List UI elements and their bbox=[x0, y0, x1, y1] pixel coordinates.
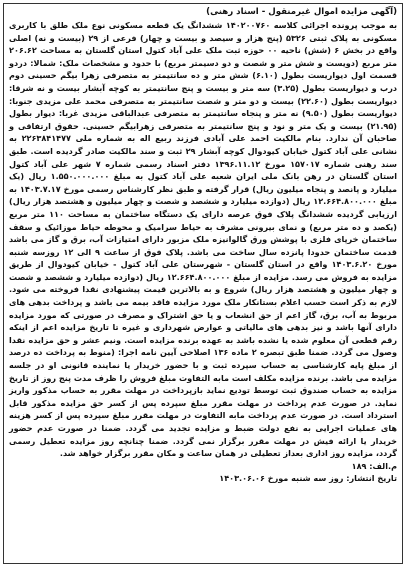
notice-title: (آگهی مزایده اموال غیرمنقول - اسناد رهنی) bbox=[206, 7, 397, 17]
notice-body: به موجب پرونده اجرائی کلاسه ۱۴۰۲۰۰۷۶۰ ششدانگ یک قطعه مسکونی نوع ملک طلق با کاربری مسکونی به پلاک ثبتی ۵۳۲۶ (پنج هزار و سیصد و بیست و چهار) فرعی از ۲۹ (بیست و نه) اصلی واقع در بخش ۶ (شش) ناحیه ۰۰ حوزه ثبت ملک علی آباد کتول استان گلستان به مساحت ۲۰۶.۶۲ متر مربع (دویست و شش متر و شصت و دو دسیمتر مربع) با حدود و مشخصات ملک: شمالا: دردو قسمت اول دیواریست بطول (۶.۱۰) شش متر و ده سانتیمتر به متصرفی زهرا بیگم حسینی دوم درب و دیواریست بطول (۳.۲۵) سه متر و بیست و پنج سانتیمتر به کوچه آبشار بیست و نه شرقا: دیواریست بطول (۲۲.۶۰) بیست و دو متر و شصت سانتیمتر به متصرفی محمد علی مزیدی جنوبا: دیواریست بطول (۹.۵۰) نه متر و پنجاه سانتیمتر به متصرفی عبدالباقی مزیدی غربا: دیوار بطول (۲۱.۹۵) بیست و یک متر و نود و پنج سانتیمتر به متصرفی زهرابیگم حسینی. حقوق ارتفاقی و صاحبان آن ندارد. بنام مالکیت احمد علی آبادی فرزند ربیع اله به شماره ملی ۲۲۶۳۸۴۱۴۷۷ به نشانی علی آباد کتول خیابان کیودوال کوچه آبشار ۲۹ ثبت و سند مالکیت صادر گردیده است. طبق سند رهنی شماره ۱۵۷۰۱۷ مورخ ۱۳۹۶.۱۱.۱۲ دفتر اسناد رسمی شماره ۷ شهر علی آباد کتول استان گلستان در رهن بانک ملی ایران شعبه علی آباد کتول به مبلغ ۱.۵۵۰.۰۰۰.۰۰۰ ریال (یک میلیارد و پانصد و پنجاه میلیون ریال) قرار گرفته و طبق نظر کارشناس رسمی مورخ ۱۴۰۳.۷.۱۷ به مبلغ ۱۲.۶۶۴.۸۰۰.۰۰۰ ریال (دوازده میلیارد و ششصد و شصت و چهار میلیون و هشتصد هزار ریال) ارزیابی گردیده ششدانگ پلاک فوق عرصه دارای یک دستگاه ساختمان به مساحت ۱۱۰ متر مربع (یکصد و ده متر مربع) و نمای بیرونی مشرف به حیاط سرامیک و محوطه حیاط موزائیک و سقف ساختمان خرپای فلزی با پوشش ورق گالوانیزه ملک مزبور دارای امتیازات آب، برق و گاز می باشد قدمت ساختمان حدودا پانزده سال ساخت می باشد. پلاک فوق از ساعت ۹ الی ۱۲ روزسه شنبه مورخ ۱۴۰۳.۶.۲۰ واقع در استان گلستان - شهرستان علی آباد کتول - خیابان کیودوال از طریق مزایده به فروش می رسد. مزایده از مبلغ ۱۲.۶۶۴.۸۰۰.۰۰۰ ریال (دوازده میلیارد و ششصد و شصت و چهار میلیون و هشتصد هزار ریال) شروع و به بالاترین قیمت پیشنهادی نقدا فروخته می شود. لازم به ذکر است حسب اعلام بستانکار ملک مورد مزایده فاقد بیمه می باشد و پرداخت بدهی های مربوط به آب، برق، گاز اعم از حق انشعاب و یا حق اشتراک و مصرف در صورتی که مورد مزایده دارای آنها باشد و نیز بدهی های مالیاتی و عوارض شهرداری و غیره تا تاریخ مزایده اعم از اینکه رقم قطعی آن معلوم شده یا نشده باشد به عهده برنده مزایده است. ونیم عشر و حق مزایده نقدا وصول می گردد. ضمنا طبق تبصره ۲ ماده ۱۳۶ اصلاحی آیین نامه اجرا: (منوط به پرداخت ده درصد از مبلغ پایه کارشناسی به حساب سپرده ثبت و با حضور خریدار یا نماینده قانونی او در جلسه مزایده می باشد. برنده مزایده مکلف است مابه التفاوت مبلغ فروش را ظرف مدت پنج روز از تاریخ مزایده به حساب صندوق ثبت توسط تودیع نماید بازپرداخت در مهلت مقرر به حساب مذکور واریز نماید. در صورت عدم پرداخت در مهلت مقرر مبلغ سپرده پس از کسر حق مزایده مذکور قابل استرداد است. در صورت عدم پرداخت مابه التفاوت در مهلت مقرر مبلغ سپرده پس از کسر هزینه های عملیات اجرایی به نفع دولت ضبط و مزایده تجدید می گردد. ضمنا در صورت عدم حضور خریدار یا ارائه فیش در مهلت مقرر برگزار نمی گردد. ضمنا چنانچه روز مزایده تعطیل رسمی گردد، مزایده روز اداری بعداز تعطیلی در همان ساعت و مکان مقرر برگزار خواهد شد. bbox=[9, 20, 398, 459]
notice-reference: م.الف: ۱۸۹ bbox=[351, 460, 397, 471]
auction-notice bbox=[3, 3, 403, 564]
notice-publication-date: تاریخ انتشار: روز سه شنبه مورخ ۱۴۰۳.۰۶.۰۶ bbox=[219, 473, 397, 484]
